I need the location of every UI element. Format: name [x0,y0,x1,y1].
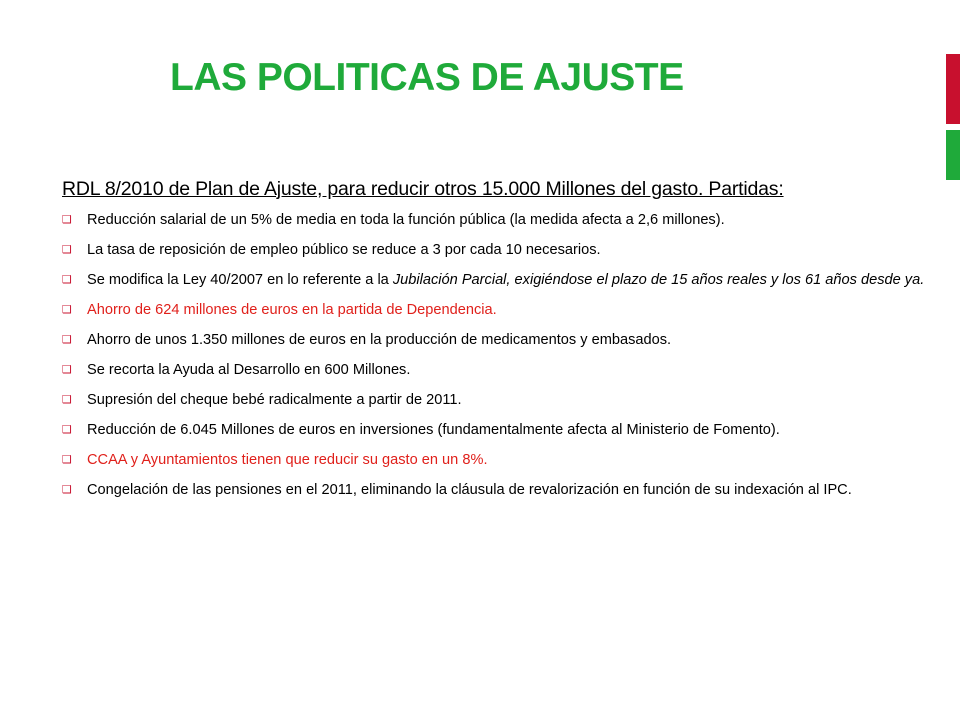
title-bar [0,54,960,114]
list-item-text: La tasa de reposición de empleo público se reduce a 3 por cada 10 necesarios. [87,242,601,258]
list-item [62,420,932,441]
list-item [62,270,932,291]
slide-title: LAS POLITICAS DE AJUSTE [170,56,684,99]
accent-bar-green [946,130,960,180]
list-item-text: Se modifica la Ley 40/2007 en lo referente a la [87,272,393,288]
checkbox-bullet-icon: ❑ [62,453,72,466]
slide-content [62,178,932,510]
list-item-text: Congelación de las pensiones en el 2011, eliminando la cláusula de revalorización en función de su indexación al IPC. [87,482,852,498]
checkbox-bullet-icon: ❑ [62,423,72,436]
checkbox-bullet-icon: ❑ [62,303,72,316]
checkbox-bullet-icon: ❑ [62,393,72,406]
list-item-text: Se recorta la Ayuda al Desarrollo en 600 Millones. [87,362,411,378]
list-item [62,240,932,261]
checkbox-bullet-icon: ❑ [62,363,72,376]
list-item [62,480,932,501]
list-item [62,390,932,411]
list-item [62,330,932,351]
list-item-text: CCAA y Ayuntamientos tienen que reducir su gasto en un 8%. [87,452,488,468]
list-item-text: Supresión del cheque bebé radicalmente a partir de 2011. [87,392,462,408]
checkbox-bullet-icon: ❑ [62,273,72,286]
section-heading: RDL 8/2010 de Plan de Ajuste, para reducir otros 15.000 Millones del gasto. Partidas: [62,178,784,200]
checkbox-bullet-icon: ❑ [62,243,72,256]
list-item-italic-text: Jubilación Parcial, exigiéndose el plazo de 15 años reales y los 61 años desde ya. [392,272,925,288]
list-item-text: Ahorro de unos 1.350 millones de euros en la producción de medicamentos y embasados. [87,332,672,348]
list-item [62,210,932,231]
checkbox-bullet-icon: ❑ [62,213,72,226]
list-item-text: Reducción de 6.045 Millones de euros en inversiones (fundamentalmente afecta al Ministerio de Fomento). [87,422,780,438]
checkbox-bullet-icon: ❑ [62,333,72,346]
list-item [62,300,932,321]
list-item [62,450,932,471]
bullet-list [62,210,932,501]
list-item-text: Reducción salarial de un 5% de media en toda la función pública (la medida afecta a 2,6 millones). [87,212,725,228]
list-item-text: Ahorro de 624 millones de euros en la partida de Dependencia. [87,302,497,318]
checkbox-bullet-icon: ❑ [62,483,72,496]
accent-bar-red [946,54,960,124]
list-item [62,360,932,381]
